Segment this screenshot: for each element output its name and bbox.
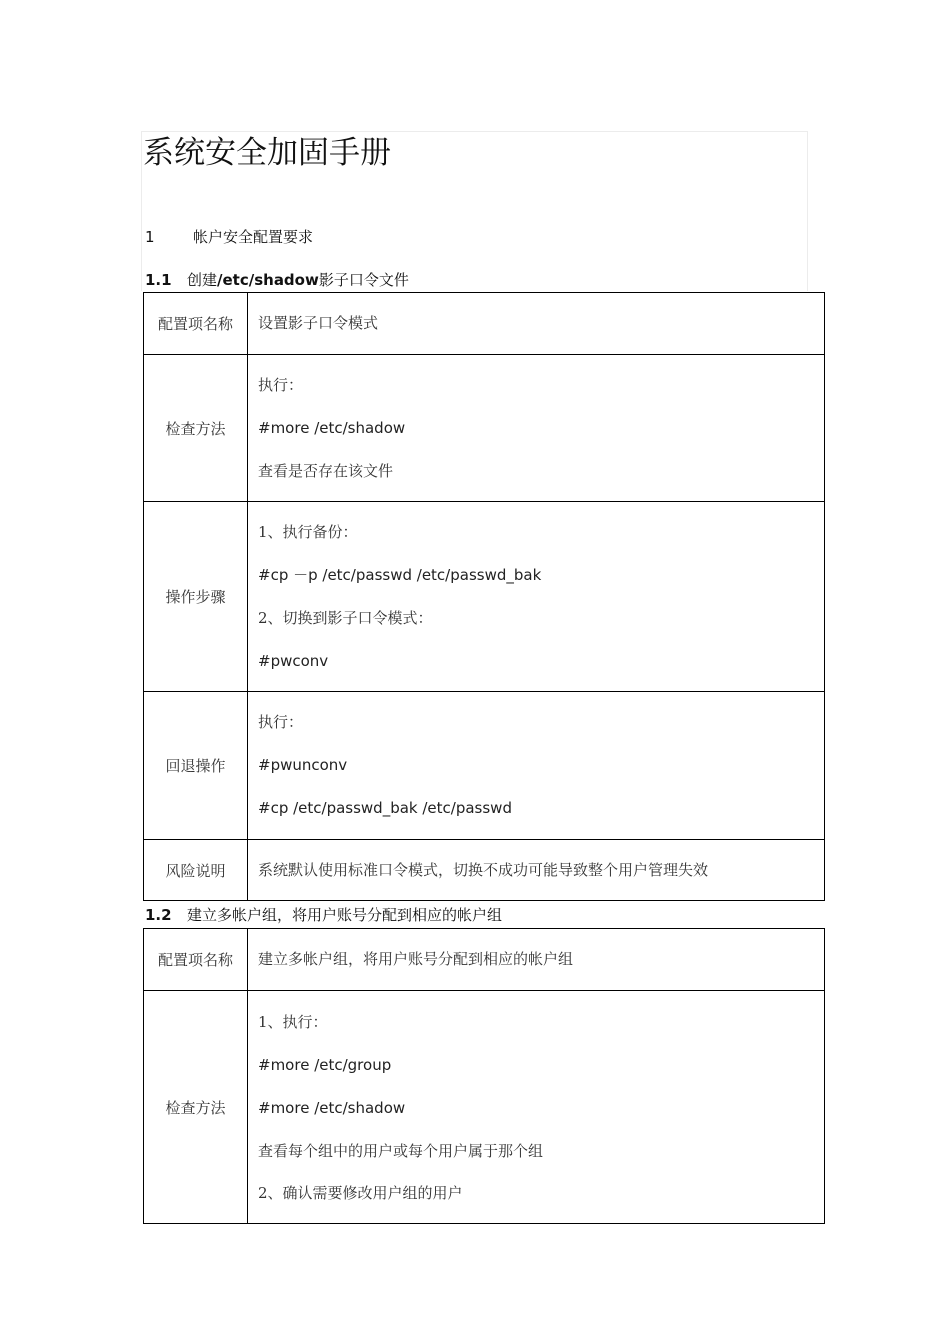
section-1-heading (145, 226, 313, 248)
value-line: 设置影子口令模式 (258, 314, 379, 332)
row-label: 检查方法 (144, 355, 248, 502)
value-line: 查看每个组中的用户或每个用户属于那个组 (258, 1142, 544, 1160)
value-line: 查看是否存在该文件 (258, 461, 394, 480)
command-line: #more /etc/shadow (258, 1099, 406, 1117)
row-value (248, 929, 825, 991)
row-label: 风险说明 (144, 840, 248, 901)
value-line: 建立多帐户组，将用户账号分配到相应的帐户组 (258, 950, 574, 968)
command-line: #more /etc/group (258, 1056, 392, 1074)
section-1-1-heading (145, 269, 409, 291)
row-label: 回退操作 (144, 692, 248, 840)
value-line: 1、执行： (258, 1013, 328, 1031)
row-value (248, 502, 825, 692)
value-line: 执行： (258, 713, 304, 731)
config-table-1-2 (143, 928, 825, 1224)
section-1-title: 帐户安全配置要求 (193, 228, 314, 246)
row-label: 操作步骤 (144, 502, 248, 692)
value-line: 1、执行备份： (258, 522, 358, 541)
row-value (248, 991, 825, 1224)
row-value (248, 692, 825, 840)
section-1-1-title-prefix: 创建 (187, 271, 218, 289)
table-row (144, 293, 825, 355)
section-1-2-title: 建立多帐户组，将用户账号分配到相应的帐户组 (187, 906, 503, 924)
config-table-1-1 (143, 292, 825, 901)
section-1-number: 1 (145, 228, 155, 246)
table-row (144, 929, 825, 991)
value-line: 2、切换到影子口令模式： (258, 608, 433, 627)
command-line: #cp /etc/passwd_bak /etc/passwd (258, 799, 512, 817)
section-1-2-heading (145, 904, 502, 926)
command-line: #cp －p /etc/passwd /etc/passwd_bak (258, 565, 542, 584)
row-value (248, 293, 825, 355)
row-label: 配置项名称 (144, 293, 248, 355)
section-1-1-title-path: /etc/shadow (217, 271, 319, 289)
row-label: 检查方法 (144, 991, 248, 1224)
table-row (144, 692, 825, 840)
table-row (144, 502, 825, 692)
table-row (144, 355, 825, 502)
section-1-1-title-suffix: 影子口令文件 (318, 271, 409, 289)
row-value (248, 840, 825, 901)
value-line: 2、确认需要修改用户组的用户 (258, 1184, 463, 1202)
command-line: #pwunconv (258, 756, 348, 774)
row-value (248, 355, 825, 502)
section-1-2-number: 1.2 (145, 906, 172, 924)
document-title: 系统安全加固手册 (143, 135, 391, 171)
command-line: #pwconv (258, 651, 329, 670)
row-label: 配置项名称 (144, 929, 248, 991)
value-line: 执行： (258, 375, 304, 394)
command-line: #more /etc/shadow (258, 418, 406, 437)
section-1-1-number: 1.1 (145, 271, 172, 289)
table-row (144, 840, 825, 901)
value-line: 系统默认使用标准口令模式，切换不成功可能导致整个用户管理失效 (258, 860, 709, 879)
table-row (144, 991, 825, 1224)
